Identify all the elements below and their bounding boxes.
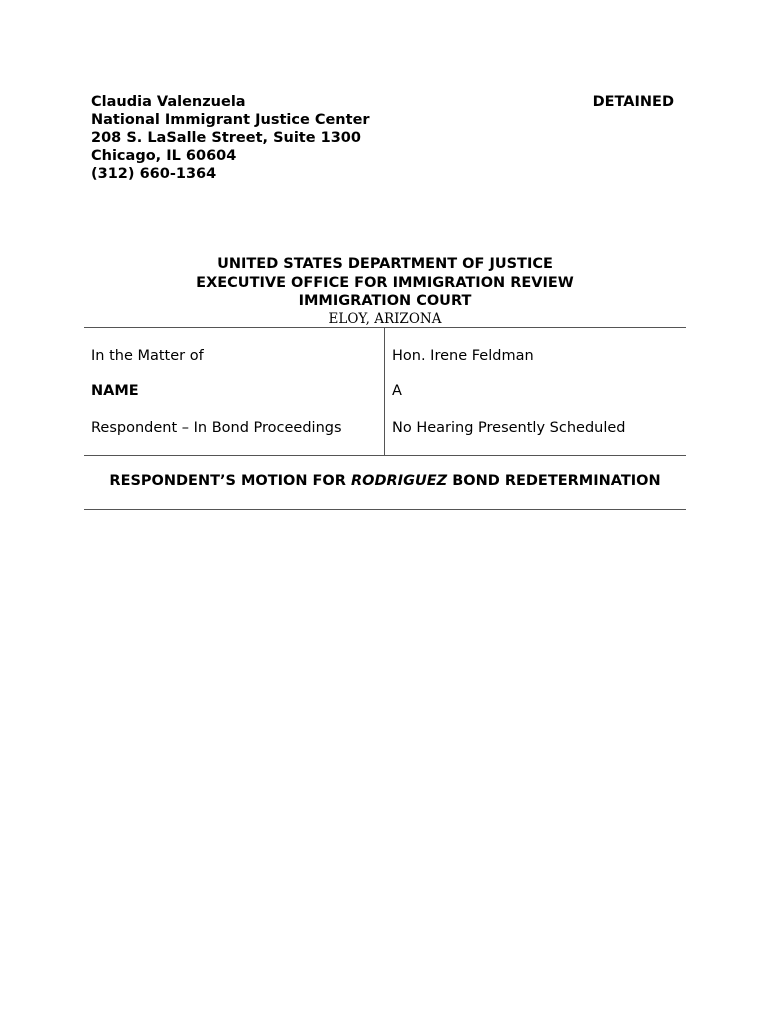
motion-title-suffix: BOND REDETERMINATION (447, 473, 661, 489)
court-name: IMMIGRATION COURT (298, 293, 472, 309)
respondent-name: NAME (91, 383, 139, 399)
court-location: ELOY, ARIZONA (328, 311, 442, 327)
attorney-name: Claudia Valenzuela (91, 94, 246, 110)
attorney-block (91, 93, 370, 183)
motion-title-prefix: RESPONDENT’S MOTION FOR (109, 473, 351, 489)
attorney-organization: National Immigrant Justice Center (91, 112, 370, 128)
matter-label: In the Matter of (91, 348, 204, 364)
custody-status: DETAINED (592, 94, 674, 110)
attorney-city: Chicago, IL 60604 (91, 148, 237, 164)
motion-title-emphasis: RODRIGUEZ (350, 473, 448, 489)
court-header (84, 255, 686, 311)
attorney-phone: (312) 660-1364 (91, 166, 217, 182)
caption-divider (384, 328, 385, 455)
hearing-status: No Hearing Presently Scheduled (392, 420, 626, 436)
court-department: UNITED STATES DEPARTMENT OF JUSTICE (217, 256, 553, 272)
title-rule (84, 509, 686, 510)
motion-title (84, 472, 686, 490)
court-office: EXECUTIVE OFFICE FOR IMMIGRATION REVIEW (196, 274, 574, 291)
attorney-street: 208 S. LaSalle Street, Suite 1300 (91, 130, 361, 146)
a-number: A (392, 383, 402, 399)
judge-name: Hon. Irene Feldman (392, 348, 534, 364)
proceeding-type: Respondent – In Bond Proceedings (91, 420, 342, 436)
case-caption (84, 327, 686, 456)
